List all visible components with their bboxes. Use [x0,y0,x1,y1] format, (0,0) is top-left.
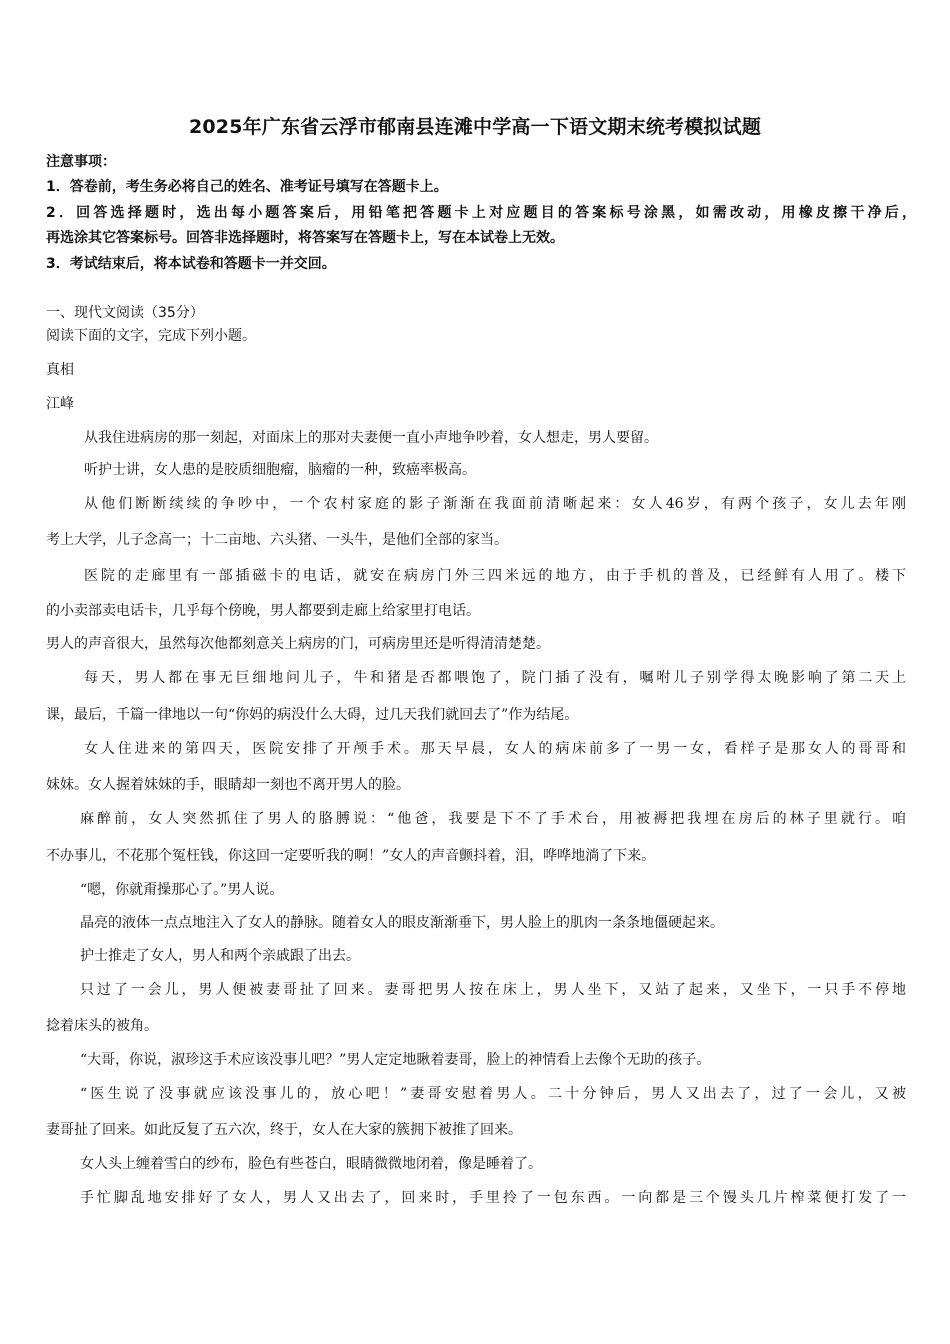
story-line: 课，最后，千篇一律地以一句“你妈的病没什么大碍，过几天我们就回去了”作为结尾。 [46,707,579,723]
story-line: 的小卖部卖电话卡，几乎每个傍晚，男人都要到走廊上给家里打电话。 [46,603,480,619]
story-line: “嗯，你就甭操那心了。”男人说。 [80,882,284,898]
section-heading: 一、现代文阅读（35分） [46,305,204,321]
story-line: 女人头上缠着雪白的纱布，脸色有些苍白，眼睛微微地闭着，像是睡着了。 [80,1156,542,1172]
story-line: 听护士讲，女人患的是胶质细胞瘤，脑瘤的一种，致癌率极高。 [84,462,476,478]
story-title: 真相 [46,362,74,378]
story-line: 妹妹。女人握着妹妹的手，眼睛却一刻也不离开男人的脸。 [46,777,410,793]
notice-heading: 注意事项： [46,154,116,170]
story-line: 晶亮的液体一点点地注入了女人的静脉。随着女人的眼皮渐渐垂下，男人脸上的肌肉一条条地僵硬起来。 [80,915,724,931]
story-line: 手忙脚乱地安排好了女人，男人又出去了，回来时，手里拎了一包东西。一向都是三个馒头几片榨菜便打发了一 [80,1190,906,1206]
story-line: “大哥，你说，淑珍这手术应该没事儿吧？”男人定定地瞅着妻哥，脸上的神情看上去像个无助的孩子。 [80,1052,711,1068]
story-line: 从他们断断续续的争吵中，一个农村家庭的影子渐渐在我面前清晰起来：女人46岁，有两个孩子，女儿去年刚 [84,496,906,512]
story-line: 医院的走廊里有一部插磁卡的电话，就安在病房门外三四米远的地方，由于手机的普及，已经鲜有人用了。楼下 [84,568,906,584]
story-line: 每天，男人都在事无巨细地问儿子，牛和猪是否都喂饱了，院门插了没有，嘱咐儿子别学得太晚影响了第二天上 [84,670,906,686]
story-line: 只过了一会儿，男人便被妻哥扯了回来。妻哥把男人按在床上，男人坐下，又站了起来，又坐下，一只手不停地 [80,982,906,998]
notice-item-1: 1．答卷前，考生务必将自己的姓名、准考证号填写在答题卡上。 [46,179,448,195]
notice-item-2-cont: 再选涂其它答案标号。回答非选择题时，将答案写在答题卡上，写在本试卷上无效。 [46,230,564,246]
story-author: 江峰 [46,396,74,412]
story-line: “医生说了没事就应该没事儿的，放心吧！”妻哥安慰着男人。二十分钟后，男人又出去了，过了一会儿，又被 [80,1086,906,1102]
section-instruction: 阅读下面的文字，完成下列小题。 [46,328,256,344]
story-line: 捻着床头的被角。 [46,1018,158,1034]
story-line: 妻哥扯了回来。如此反复了五六次，终于，女人在大家的簇拥下被推了回来。 [46,1122,522,1138]
story-line: 从我住进病房的那一刻起，对面床上的那对夫妻便一直小声地争吵着，女人想走，男人要留。 [84,430,658,446]
story-line: 考上大学，儿子念高一；十二亩地、六头猪、一头牛，是他们全部的家当。 [46,532,508,548]
page-title: 2025年广东省云浮市郁南县连滩中学高一下语文期末统考模拟试题 [188,116,762,138]
story-line: 女人住进来的第四天，医院安排了开颅手术。那天早晨，女人的病床前多了一男一女，看样子是那女人的哥哥和 [84,741,906,757]
notice-item-3: 3．考试结束后，将本试卷和答题卡一并交回。 [46,256,336,272]
story-line: 不办事儿，不花那个冤枉钱，你这回一定要听我的啊！”女人的声音颤抖着，泪，哗哗地淌了下来。 [46,848,656,864]
notice-item-2: 2．回答选择题时，选出每小题答案后，用铅笔把答题卡上对应题目的答案标号涂黑，如需改动，用橡皮擦干净后， [46,205,916,221]
story-line: 麻醉前，女人突然抓住了男人的胳膊说：“他爸，我要是下不了手术台，用被褥把我埋在房后的林子里就行。咱 [80,811,906,827]
story-line: 护士推走了女人，男人和两个亲戚跟了出去。 [80,948,360,964]
story-line: 男人的声音很大，虽然每次他都刻意关上病房的门，可病房里还是听得清清楚楚。 [46,636,550,652]
